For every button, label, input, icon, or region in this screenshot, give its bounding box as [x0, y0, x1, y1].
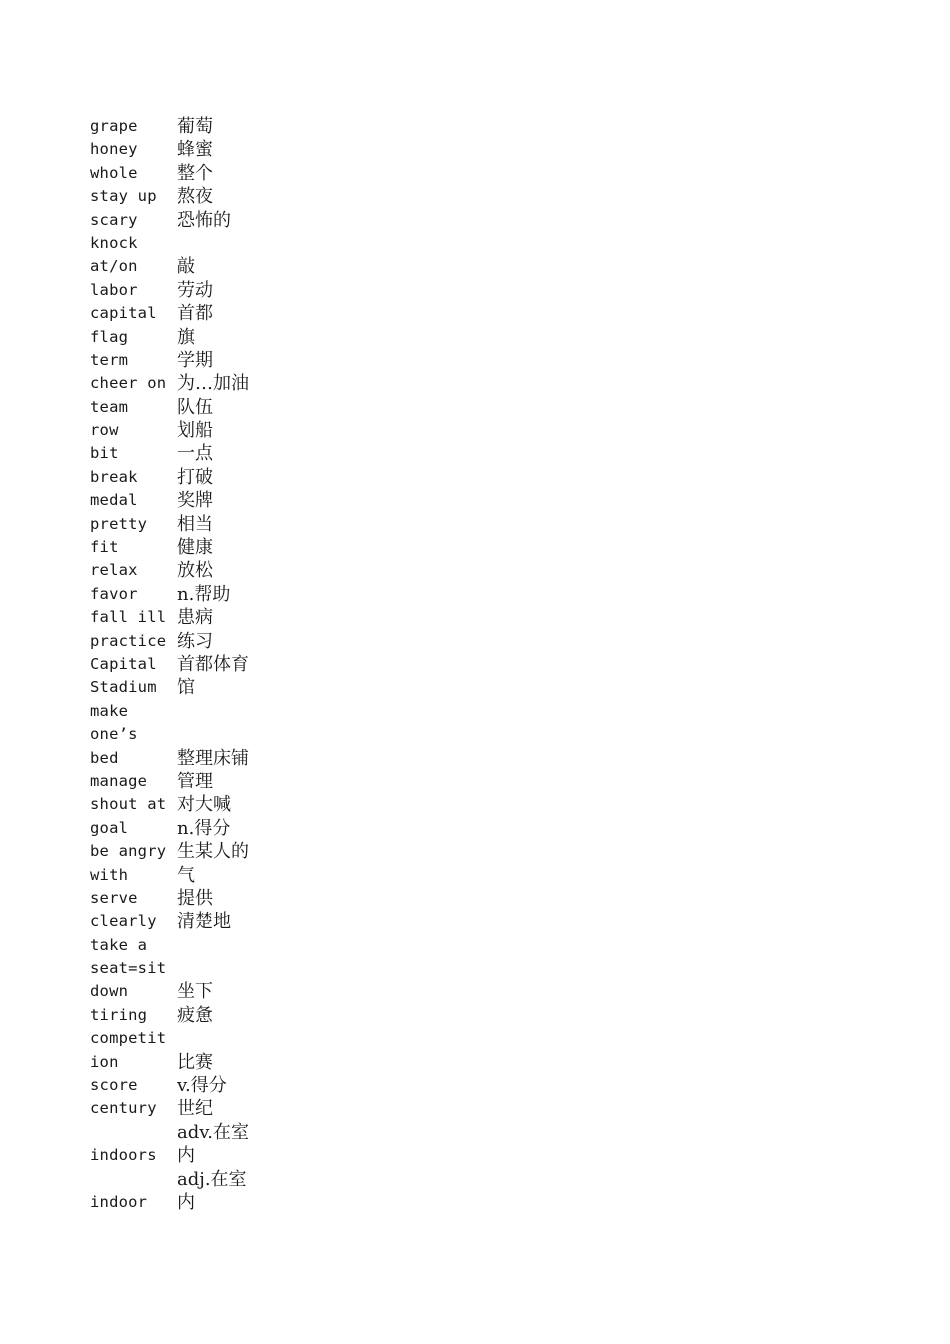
vocab-row	[90, 1051, 290, 1074]
vocab-row	[90, 1168, 290, 1191]
english-word: grape	[90, 117, 138, 135]
english-word: century	[90, 1099, 157, 1118]
vocab-row	[90, 115, 290, 138]
english-word: with	[90, 865, 129, 884]
vocab-row	[90, 980, 290, 1003]
english-word: practice	[90, 631, 167, 650]
chinese-meaning	[177, 723, 290, 746]
chinese-meaning: 首都体育	[177, 653, 249, 675]
english-word: serve	[90, 888, 138, 907]
vocab-row	[90, 1027, 290, 1050]
english-word: at/on	[90, 257, 138, 276]
english-word: term	[90, 350, 129, 369]
english-word: whole	[90, 163, 138, 182]
english-word	[90, 1168, 177, 1191]
english-word: medal	[90, 491, 138, 510]
english-word: knock	[90, 233, 138, 252]
vocab-row	[90, 630, 290, 653]
vocab-row	[90, 559, 290, 582]
vocab-row	[90, 793, 290, 816]
vocab-row	[90, 653, 290, 676]
chinese-meaning: 整理床铺	[177, 747, 249, 769]
chinese-meaning: 对大喊	[177, 794, 231, 816]
vocab-row	[90, 372, 290, 395]
vocab-row	[90, 1097, 290, 1120]
vocab-row	[90, 466, 290, 489]
english-word: scary	[90, 210, 138, 229]
chinese-meaning: 奖牌	[177, 490, 213, 512]
chinese-meaning	[177, 700, 290, 723]
english-word: fall ill	[90, 608, 167, 627]
english-word: honey	[90, 140, 138, 159]
vocab-row	[90, 349, 290, 372]
chinese-meaning: 一点	[177, 443, 213, 465]
vocab-row	[90, 232, 290, 255]
chinese-meaning: 世纪	[177, 1098, 213, 1120]
chinese-meaning: 内	[177, 1145, 195, 1167]
vocab-row	[90, 255, 290, 278]
chinese-meaning: 首都	[177, 303, 213, 325]
english-word: break	[90, 467, 138, 486]
vocab-row	[90, 302, 290, 325]
vocab-row	[90, 209, 290, 232]
chinese-meaning: 生某人的	[177, 841, 249, 863]
chinese-meaning: 敲	[177, 256, 195, 278]
chinese-meaning: 熬夜	[177, 186, 213, 208]
english-word: competit	[90, 1029, 167, 1048]
vocab-row	[90, 583, 290, 606]
english-word: favor	[90, 584, 138, 603]
english-word: stay up	[90, 187, 157, 206]
english-word: score	[90, 1076, 138, 1095]
english-word: down	[90, 982, 129, 1001]
english-word: capital	[90, 304, 157, 323]
chinese-meaning: 葡萄	[177, 116, 213, 137]
chinese-meaning: 管理	[177, 770, 213, 792]
vocab-row	[90, 396, 290, 419]
english-word: row	[90, 421, 119, 440]
vocab-row	[90, 419, 290, 442]
vocab-row	[90, 1191, 290, 1214]
english-word: tiring	[90, 1005, 148, 1024]
english-word: clearly	[90, 912, 157, 931]
chinese-meaning: 整个	[177, 162, 213, 184]
english-word: goal	[90, 818, 129, 837]
vocab-row	[90, 1004, 290, 1027]
chinese-meaning: 疲惫	[177, 1004, 213, 1026]
vocab-row	[90, 817, 290, 840]
vocab-row	[90, 934, 290, 957]
vocab-row	[90, 1144, 290, 1167]
vocab-row	[90, 723, 290, 746]
chinese-meaning: 为…加油	[177, 373, 249, 395]
english-word: fit	[90, 538, 119, 557]
chinese-meaning: 患病	[177, 607, 213, 629]
chinese-meaning: adj.在室	[177, 1168, 247, 1190]
vocab-row	[90, 138, 290, 161]
english-word: Capital	[90, 654, 157, 673]
vocab-row	[90, 840, 290, 863]
vocab-row	[90, 442, 290, 465]
chinese-meaning: 队伍	[177, 396, 213, 418]
english-word: indoors	[90, 1146, 157, 1165]
vocab-row	[90, 676, 290, 699]
vocab-row	[90, 536, 290, 559]
chinese-meaning: 放松	[177, 560, 213, 582]
english-word: Stadium	[90, 678, 157, 697]
chinese-meaning: 比赛	[177, 1051, 213, 1073]
english-word: manage	[90, 771, 148, 790]
vocab-row	[90, 162, 290, 185]
english-word: be angry	[90, 842, 167, 861]
vocab-row	[90, 700, 290, 723]
vocab-row	[90, 1074, 290, 1097]
chinese-meaning: 旗	[177, 326, 195, 348]
chinese-meaning: 提供	[177, 887, 213, 909]
english-word: pretty	[90, 514, 148, 533]
english-word: cheer on	[90, 374, 167, 393]
chinese-meaning: 馆	[177, 677, 195, 699]
english-word: seat=sit	[90, 959, 167, 978]
english-word: bit	[90, 444, 119, 463]
vocab-row	[90, 887, 290, 910]
chinese-meaning: 健康	[177, 537, 213, 559]
english-word: team	[90, 397, 129, 416]
chinese-meaning: 蜂蜜	[177, 139, 213, 161]
vocab-row	[90, 185, 290, 208]
chinese-meaning: 劳动	[177, 279, 213, 301]
vocab-row	[90, 606, 290, 629]
chinese-meaning: n.帮助	[177, 583, 231, 605]
chinese-meaning	[177, 934, 290, 957]
chinese-meaning: 恐怖的	[177, 209, 231, 231]
chinese-meaning: 相当	[177, 513, 213, 535]
english-word: shout at	[90, 795, 167, 814]
chinese-meaning	[177, 232, 290, 255]
vocab-row	[90, 864, 290, 887]
chinese-meaning: 坐下	[177, 981, 213, 1003]
chinese-meaning: n.得分	[177, 817, 231, 839]
chinese-meaning	[177, 1027, 290, 1050]
english-word: take a	[90, 935, 148, 954]
vocab-row	[90, 910, 290, 933]
english-word: relax	[90, 561, 138, 580]
english-word: labor	[90, 280, 138, 299]
chinese-meaning: v.得分	[177, 1075, 227, 1097]
chinese-meaning	[177, 957, 290, 980]
english-word: ion	[90, 1052, 119, 1071]
vocab-row	[90, 489, 290, 512]
chinese-meaning: 打破	[177, 466, 213, 488]
english-word: one’s	[90, 725, 138, 744]
chinese-meaning: 气	[177, 864, 195, 886]
english-word: flag	[90, 327, 129, 346]
chinese-meaning: 学期	[177, 349, 213, 371]
chinese-meaning: 清楚地	[177, 911, 231, 933]
vocab-row	[90, 770, 290, 793]
chinese-meaning: adv.在室	[177, 1121, 250, 1143]
vocab-row	[90, 279, 290, 302]
english-word: indoor	[90, 1192, 148, 1211]
chinese-meaning: 练习	[177, 630, 213, 652]
vocab-row	[90, 747, 290, 770]
vocab-row	[90, 1121, 290, 1144]
english-word	[90, 1121, 177, 1144]
vocab-row	[90, 513, 290, 536]
english-word: make	[90, 701, 129, 720]
chinese-meaning: 划船	[177, 420, 213, 442]
vocab-row	[90, 957, 290, 980]
vocab-row	[90, 326, 290, 349]
vocabulary-list	[90, 115, 290, 1214]
chinese-meaning: 内	[177, 1191, 195, 1213]
english-word: bed	[90, 748, 119, 767]
